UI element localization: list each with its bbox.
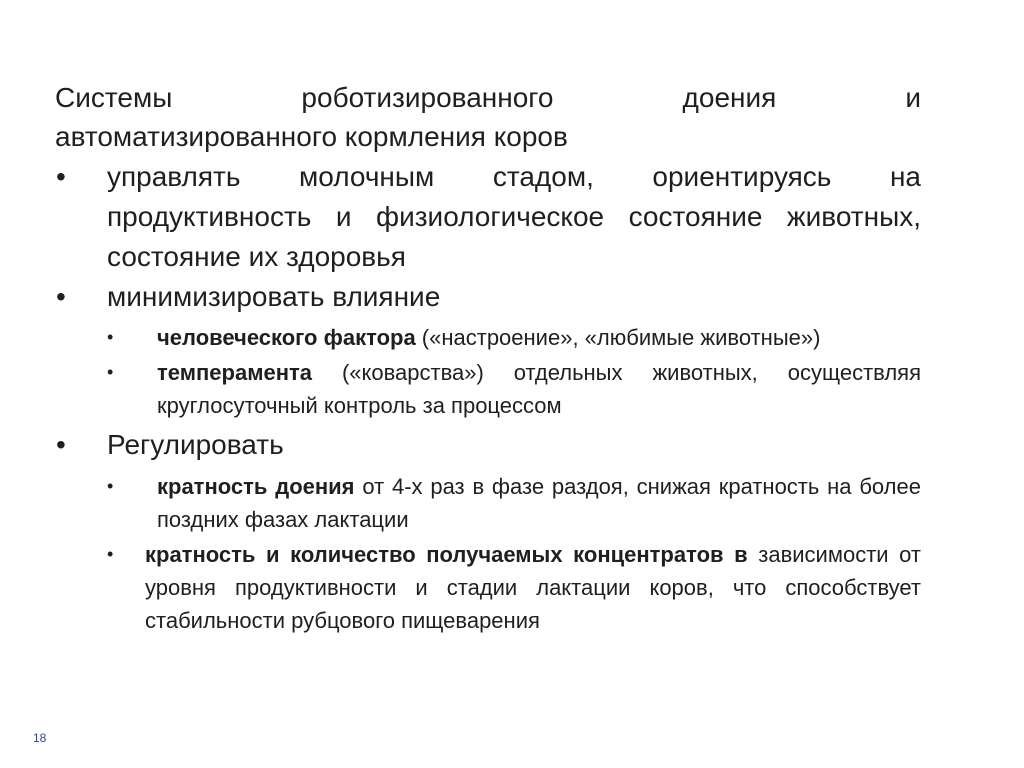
sub-bullet-human-factor: [55, 321, 921, 354]
slide-number: 18: [33, 731, 47, 745]
sub-bullet-text: зависимости от уровня продуктивности и стадии лактации коров, что способствует стабильности рубцового пищеварения: [145, 542, 921, 633]
sub-bullet-text: («коварства») отдельных животных, осуществляя круглосуточный контроль за процессом: [157, 360, 921, 418]
sub-bullet-marker: •: [107, 362, 114, 382]
bullet-manage-herd: [55, 157, 921, 277]
sub-bullet-bold: кратность и количество получаемых концентратов в: [145, 542, 748, 567]
bullet-text: Регулировать: [107, 429, 284, 460]
bullet-text: минимизировать влияние: [107, 281, 441, 312]
sub-bullet-bold: темперамента: [157, 360, 312, 385]
sub-bullet-temperament: [55, 356, 921, 422]
sub-bullet-concentrates: [55, 538, 921, 637]
slide-intro: [55, 78, 921, 156]
sub-bullet-marker: •: [107, 544, 114, 564]
intro-word: роботизированного: [301, 82, 554, 113]
sub-bullet-bold: человеческого фактора: [157, 325, 416, 350]
sub-bullet-text: от 4-х раз в фазе раздоя, снижая кратность на более поздних фазах лактации: [157, 474, 921, 532]
bullet-marker: •: [56, 161, 66, 192]
intro-word: доения: [682, 82, 777, 113]
intro-word: и: [905, 82, 922, 113]
bullet-marker: •: [56, 429, 66, 460]
sub-bullet-bold: кратность доения: [157, 474, 355, 499]
bullet-marker: •: [56, 281, 66, 312]
intro-line-2: автоматизированного кормления коров: [55, 121, 568, 152]
bullet-text: управлять молочным стадом, ориентируясь на продуктивность и физиологическое состояние животных, состояние их здоровья: [107, 161, 921, 272]
intro-line-1: [55, 78, 921, 117]
slide-content: [55, 78, 921, 637]
bullet-regulate: [55, 425, 921, 465]
sub-bullet-text: («настроение», «любимые животные»): [415, 325, 821, 350]
bullet-minimize-influence: [55, 277, 921, 317]
sub-bullet-milking-frequency: [55, 470, 921, 536]
intro-word: Системы: [55, 82, 173, 113]
sub-bullet-marker: •: [107, 327, 114, 347]
sub-bullet-marker: •: [107, 476, 114, 496]
